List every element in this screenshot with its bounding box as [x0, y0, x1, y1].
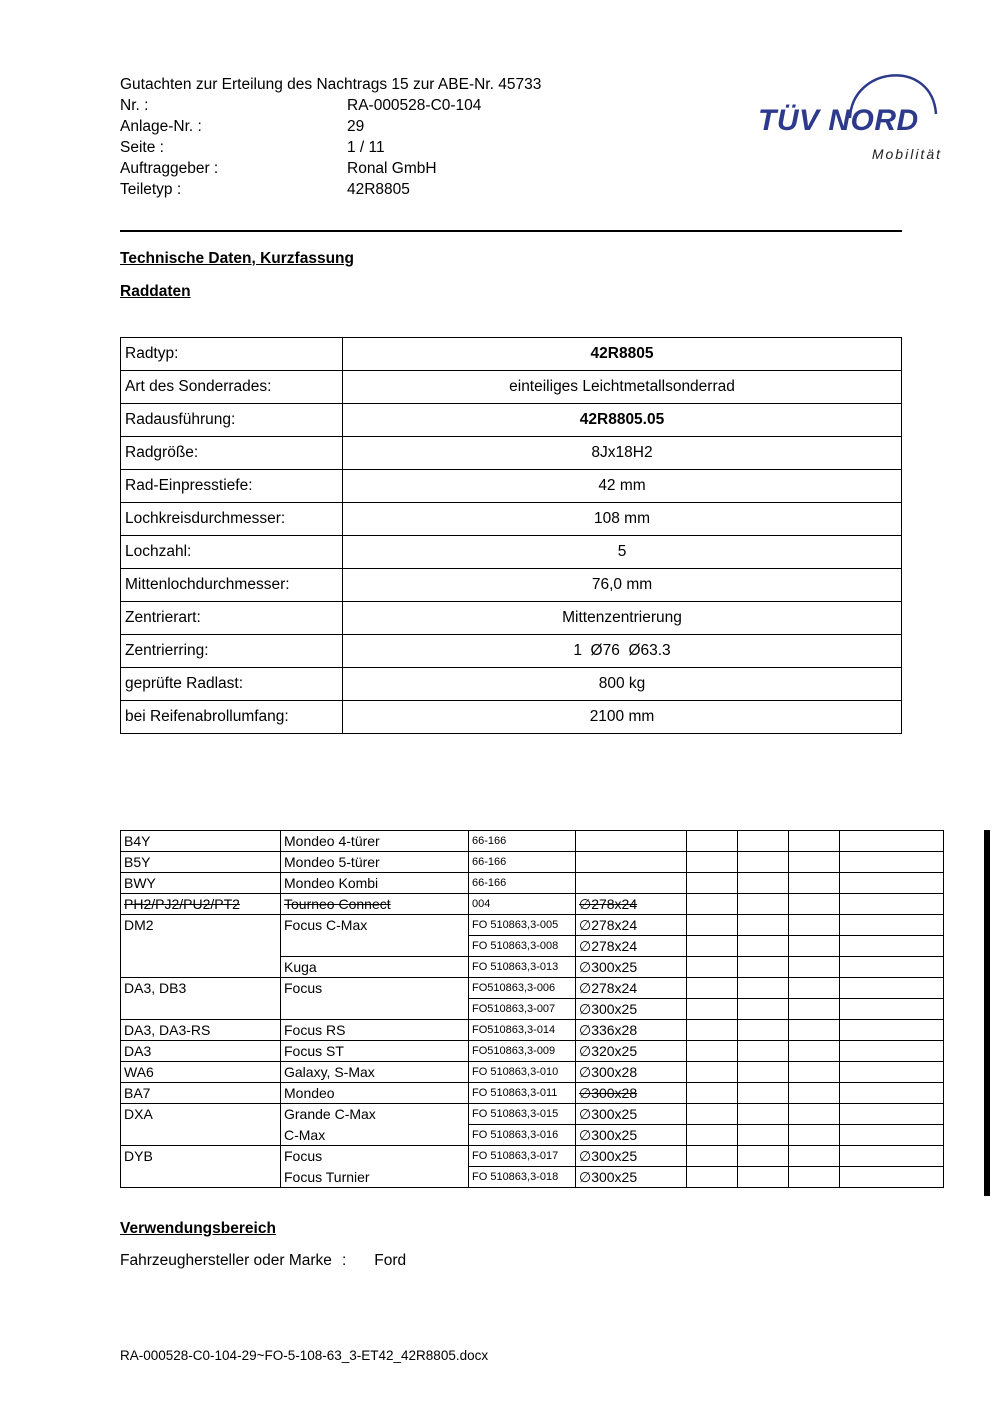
vehicle-row: [121, 1167, 944, 1188]
vehicle-cell: DA3, DA3-RS: [121, 1020, 281, 1041]
vehicle-cell: ∅300x28: [576, 1083, 687, 1104]
vehicle-cell: FO510863,3-014: [469, 1020, 576, 1041]
header-field-anlage: [120, 116, 541, 137]
vehicle-cell: Mondeo 5-türer: [281, 852, 469, 873]
vehicle-cell: [789, 1146, 840, 1167]
vehicle-cell: [687, 1125, 738, 1146]
raddaten-table-body: [121, 338, 902, 734]
raddaten-value: 1 Ø76 Ø63.3: [343, 635, 902, 668]
section-heading-technische-daten: Technische Daten, Kurzfassung: [120, 250, 354, 267]
vehicle-cell: FO 510863,3-005: [469, 915, 576, 936]
usage-value: Ford: [374, 1252, 407, 1269]
header-field-value: RA-000528-C0-104: [347, 97, 482, 114]
vehicle-cell: FO 510863,3-013: [469, 957, 576, 978]
vehicle-cell: WA6: [121, 1062, 281, 1083]
vehicle-cell: [738, 936, 789, 957]
vehicle-cell: [687, 1020, 738, 1041]
vehicle-cell: [840, 1083, 944, 1104]
raddaten-label: Radgröße:: [121, 437, 343, 470]
raddaten-value: Mittenzentrierung: [343, 602, 902, 635]
vehicle-cell: [840, 1104, 944, 1125]
vehicle-cell: [789, 1104, 840, 1125]
vehicle-row: [121, 1083, 944, 1104]
vehicle-cell: [738, 831, 789, 852]
vehicle-cell: [121, 936, 281, 957]
vehicle-cell: [840, 894, 944, 915]
vehicle-cell: FO 510863,3-018: [469, 1167, 576, 1188]
vehicle-cell: ∅278x24: [576, 978, 687, 999]
vehicle-cell: Mondeo 4-türer: [281, 831, 469, 852]
vehicle-cell: FO 510863,3-016: [469, 1125, 576, 1146]
vehicle-cell: DYB: [121, 1146, 281, 1167]
logo-tagline: Mobilität: [871, 146, 942, 162]
vehicle-cell: [789, 1167, 840, 1188]
vehicle-cell: ∅320x25: [576, 1041, 687, 1062]
vehicle-cell: [687, 1062, 738, 1083]
vehicle-cell: Focus: [281, 978, 469, 999]
raddaten-row: [121, 536, 902, 569]
section-heading-raddaten: Raddaten: [120, 283, 191, 300]
vehicle-cell: [121, 1167, 281, 1188]
vehicle-cell: ∅278x24: [576, 894, 687, 915]
vehicle-row: [121, 957, 944, 978]
vehicle-cell: [687, 957, 738, 978]
vehicle-cell: [576, 831, 687, 852]
document-header: [120, 74, 541, 200]
vehicle-cell: Kuga: [281, 957, 469, 978]
vehicle-cell: [840, 1167, 944, 1188]
vehicle-cell: [687, 915, 738, 936]
vehicle-cell: ∅336x28: [576, 1020, 687, 1041]
vehicle-cell: [687, 852, 738, 873]
vehicle-cell: [789, 831, 840, 852]
vehicle-cell: ∅278x24: [576, 915, 687, 936]
raddaten-label: geprüfte Radlast:: [121, 668, 343, 701]
vehicle-cell: [789, 1062, 840, 1083]
raddaten-row: [121, 602, 902, 635]
raddaten-row: [121, 503, 902, 536]
raddaten-label: Lochzahl:: [121, 536, 343, 569]
vehicle-cell: [738, 978, 789, 999]
usage-line: [120, 1252, 406, 1270]
vehicle-cell: [738, 1125, 789, 1146]
vehicle-cell: [687, 1104, 738, 1125]
vehicle-cell: [840, 831, 944, 852]
vehicle-cell: [840, 915, 944, 936]
vehicle-row: [121, 1146, 944, 1167]
logo-brand-text: TÜV NORD: [758, 104, 919, 137]
vehicle-cell: Focus C-Max: [281, 915, 469, 936]
vehicle-cell: [789, 852, 840, 873]
vehicle-cell: [687, 978, 738, 999]
vehicle-cell: [576, 852, 687, 873]
vehicle-cell: ∅300x25: [576, 1167, 687, 1188]
vehicle-cell: [840, 978, 944, 999]
raddaten-value: 42R8805: [343, 338, 902, 371]
vehicle-cell: [840, 1041, 944, 1062]
vehicle-cell: [840, 852, 944, 873]
vehicle-cell: [789, 1083, 840, 1104]
raddaten-value: 5: [343, 536, 902, 569]
vehicle-cell: ∅300x25: [576, 999, 687, 1020]
vehicle-cell: C-Max: [281, 1125, 469, 1146]
raddaten-label: bei Reifenabrollumfang:: [121, 701, 343, 734]
vehicle-cell: B4Y: [124, 833, 151, 849]
vehicle-row: [121, 978, 944, 999]
vehicle-row: [121, 852, 944, 873]
scan-artifact-bar: [984, 830, 990, 1196]
raddaten-label: Lochkreisdurchmesser:: [121, 503, 343, 536]
vehicle-cell: [687, 999, 738, 1020]
vehicle-cell: FO 510863,3-011: [469, 1083, 576, 1104]
raddaten-value: einteiliges Leichtmetallsonderrad: [343, 371, 902, 404]
vehicle-cell: [738, 999, 789, 1020]
raddaten-row: [121, 404, 902, 437]
header-field-value: 1 / 11: [347, 139, 385, 156]
vehicle-table-body: [121, 831, 944, 1188]
vehicle-cell: [789, 999, 840, 1020]
vehicle-cell: [789, 1125, 840, 1146]
vehicle-cell: FO510863,3-009: [469, 1041, 576, 1062]
raddaten-row: [121, 470, 902, 503]
vehicle-row: [121, 915, 944, 936]
vehicle-cell: Focus RS: [281, 1020, 469, 1041]
header-field-value: 29: [347, 118, 365, 135]
section-heading-verwendungsbereich: Verwendungsbereich: [120, 1220, 276, 1237]
raddaten-row: [121, 437, 902, 470]
vehicle-cell: FO 510863,3-008: [469, 936, 576, 957]
vehicle-cell: [738, 1146, 789, 1167]
vehicle-cell: [789, 978, 840, 999]
vehicle-cell: [738, 852, 789, 873]
raddaten-row: [121, 701, 902, 734]
raddaten-row: [121, 338, 902, 371]
vehicle-cell: [121, 999, 281, 1020]
vehicle-cell: BA7: [121, 1083, 281, 1104]
header-field-seite: [120, 137, 541, 158]
raddaten-table: [120, 337, 902, 734]
vehicle-cell: [738, 1062, 789, 1083]
vehicle-cell: [281, 936, 469, 957]
raddaten-label: Zentrierart:: [121, 602, 343, 635]
vehicle-row: [121, 1062, 944, 1083]
vehicle-cell: [687, 873, 738, 894]
raddaten-value: 42 mm: [343, 470, 902, 503]
raddaten-label: Mittenlochdurchmesser:: [121, 569, 343, 602]
vehicle-cell: [687, 894, 738, 915]
vehicle-cell: ∅300x25: [576, 1146, 687, 1167]
vehicle-cell: [789, 894, 840, 915]
header-field-label: Teiletyp :: [120, 181, 182, 198]
vehicle-cell: 66-166: [469, 873, 576, 894]
vehicle-cell: [840, 999, 944, 1020]
vehicle-row: [121, 936, 944, 957]
footer-filename: RA-000528-C0-104-29~FO-5-108-63_3-ET42_42R8805.docx: [120, 1348, 489, 1363]
vehicle-cell: ∅300x28: [576, 1062, 687, 1083]
vehicle-cell: [738, 894, 789, 915]
vehicle-cell: Focus: [281, 1146, 469, 1167]
vehicle-cell: [840, 1062, 944, 1083]
header-divider: [120, 230, 902, 232]
vehicle-cell: DM2: [121, 915, 281, 936]
vehicle-cell: Mondeo: [281, 1083, 469, 1104]
vehicle-cell: ∅278x24: [576, 936, 687, 957]
vehicle-cell: [121, 957, 281, 978]
vehicle-cell: [840, 1146, 944, 1167]
header-field-label: Seite :: [120, 139, 164, 156]
vehicle-cell: [789, 1041, 840, 1062]
vehicle-cell: FO 510863,3-017: [469, 1146, 576, 1167]
vehicle-cell: [738, 873, 789, 894]
vehicle-cell: 66-166: [469, 852, 576, 873]
vehicle-cell: [789, 1020, 840, 1041]
vehicle-cell: [840, 1125, 944, 1146]
header-field-label: Auftraggeber :: [120, 160, 219, 177]
vehicle-cell: Mondeo Kombi: [281, 873, 469, 894]
vehicle-cell: [687, 1167, 738, 1188]
vehicle-cell: DA3, DB3: [121, 978, 281, 999]
vehicle-cell: [738, 957, 789, 978]
vehicle-row: [121, 1104, 944, 1125]
vehicle-cell: FO510863,3-007: [469, 999, 576, 1020]
vehicle-cell: [121, 1125, 281, 1146]
vehicle-cell: [840, 957, 944, 978]
raddaten-value: 800 kg: [343, 668, 902, 701]
raddaten-row: [121, 569, 902, 602]
vehicle-cell: [687, 936, 738, 957]
header-field-label: Nr. :: [120, 97, 149, 114]
vehicle-cell: PH2/PJ2/PU2/PT2: [121, 894, 281, 915]
header-field-auftraggeber: [120, 158, 541, 179]
raddaten-value: 8Jx18H2: [343, 437, 902, 470]
vehicle-cell: [789, 873, 840, 894]
vehicle-cell: 004: [469, 894, 576, 915]
vehicle-row: [121, 1125, 944, 1146]
header-field-value: 42R8805: [347, 181, 410, 198]
raddaten-label: Radausführung:: [121, 404, 343, 437]
vehicle-cell: [738, 915, 789, 936]
vehicle-row: [121, 894, 944, 915]
vehicle-cell: BWY: [121, 873, 281, 894]
vehicle-cell: [687, 1146, 738, 1167]
raddaten-value: 2100 mm: [343, 701, 902, 734]
raddaten-label: Radtyp:: [121, 338, 343, 371]
raddaten-label: Art des Sonderrades:: [121, 371, 343, 404]
vehicle-row: [121, 1041, 944, 1062]
vehicle-cell: [840, 936, 944, 957]
raddaten-value: 42R8805.05: [343, 404, 902, 437]
vehicle-cell: [840, 1020, 944, 1041]
raddaten-label: Rad-Einpresstiefe:: [121, 470, 343, 503]
vehicle-row: [121, 999, 944, 1020]
vehicle-cell: B5Y: [121, 852, 281, 873]
vehicle-cell: DXA: [121, 1104, 281, 1125]
raddaten-row: [121, 668, 902, 701]
tuv-nord-logo: [752, 52, 952, 172]
vehicle-cell: [789, 915, 840, 936]
header-field-value: Ronal GmbH: [347, 160, 437, 177]
vehicle-cell: [687, 1041, 738, 1062]
vehicle-cell: [738, 1104, 789, 1125]
vehicle-cell: Grande C-Max: [281, 1104, 469, 1125]
vehicle-cell: ∅300x25: [576, 957, 687, 978]
usage-separator: :: [341, 1252, 347, 1269]
usage-label: Fahrzeughersteller oder Marke: [120, 1252, 332, 1269]
raddaten-label: Zentrierring:: [121, 635, 343, 668]
vehicle-cell: [738, 1041, 789, 1062]
header-field-label: Anlage-Nr. :: [120, 118, 202, 135]
vehicle-cell: [789, 957, 840, 978]
vehicle-cell: ∅300x25: [576, 1104, 687, 1125]
vehicle-cell: [738, 1167, 789, 1188]
vehicle-cell: [738, 1020, 789, 1041]
vehicle-cell: FO 510863,3-010: [469, 1062, 576, 1083]
vehicle-cell: [738, 1083, 789, 1104]
vehicle-cell: Focus Turnier: [281, 1167, 469, 1188]
raddaten-row: [121, 371, 902, 404]
vehicle-row: [121, 831, 944, 852]
document-title-line: Gutachten zur Erteilung des Nachtrags 15 zur ABE-Nr. 45733: [120, 76, 542, 93]
vehicle-cell: FO 510863,3-015: [469, 1104, 576, 1125]
raddaten-row: [121, 635, 902, 668]
vehicle-cell: [687, 831, 738, 852]
vehicle-cell: [687, 1083, 738, 1104]
raddaten-value: 76,0 mm: [343, 569, 902, 602]
vehicle-cell: 66-166: [469, 831, 576, 852]
vehicle-cell: FO510863,3-006: [469, 978, 576, 999]
vehicle-table: [120, 830, 944, 1188]
vehicle-cell: ∅300x25: [576, 1125, 687, 1146]
vehicle-cell: Tourneo Connect: [281, 894, 469, 915]
raddaten-value: 108 mm: [343, 503, 902, 536]
header-field-teiletyp: [120, 179, 541, 200]
vehicle-cell: [281, 999, 469, 1020]
vehicle-cell: [840, 873, 944, 894]
vehicle-cell: Focus ST: [281, 1041, 469, 1062]
header-field-nr: [120, 95, 541, 116]
vehicle-row: [121, 1020, 944, 1041]
vehicle-cell: DA3: [121, 1041, 281, 1062]
vehicle-cell: [789, 936, 840, 957]
vehicle-row: [121, 873, 944, 894]
vehicle-cell: Galaxy, S-Max: [281, 1062, 469, 1083]
vehicle-cell: [576, 873, 687, 894]
